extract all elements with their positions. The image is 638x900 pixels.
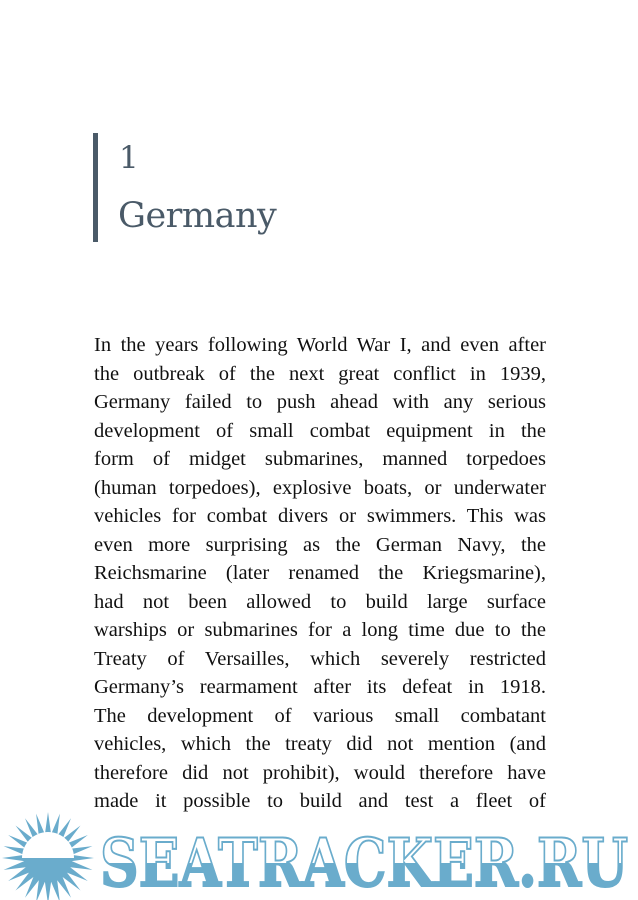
watermark-text: SEATRACKER.RU <box>100 824 628 900</box>
body-line: Treaty of Versailles, which severely restricted <box>94 647 546 670</box>
body-line: even more surprising as the German Navy, the <box>94 533 546 556</box>
body-line: Germany’s rearmament after its defeat in 1918. <box>94 676 546 698</box>
body-line: (human torpedoes), explosive boats, or underwater <box>94 476 546 499</box>
chapter-number: 1 <box>119 140 139 176</box>
body-line: warships or submarines for a long time due to the <box>94 619 546 641</box>
body-line: form of midget submarines, manned torpedoes <box>94 448 546 470</box>
watermark-logo <box>0 806 638 900</box>
body-line: made it possible to build and test a fleet of <box>94 790 546 812</box>
body-line: Germany failed to push ahead with any serious <box>94 391 546 413</box>
body-text <box>94 331 546 816</box>
chapter-accent-bar <box>93 133 98 242</box>
chapter-title: Germany <box>118 196 277 236</box>
body-line: Reichsmarine (later renamed the Kriegsmarine), <box>94 562 546 584</box>
body-line: vehicles, which the treaty did not mention (and <box>94 733 546 755</box>
body-line: The development of various small combatant <box>94 704 546 727</box>
body-line: the outbreak of the next great conflict in 1939, <box>94 362 546 385</box>
body-line: therefore did not prohibit), would therefore have <box>94 761 546 784</box>
body-line: In the years following World War I, and even after <box>94 334 546 356</box>
body-line: vehicles for combat divers or swimmers. This was <box>94 505 546 527</box>
sun-icon <box>2 812 94 900</box>
body-line: had not been allowed to build large surface <box>94 590 546 613</box>
body-line: development of small combat equipment in the <box>94 419 546 442</box>
